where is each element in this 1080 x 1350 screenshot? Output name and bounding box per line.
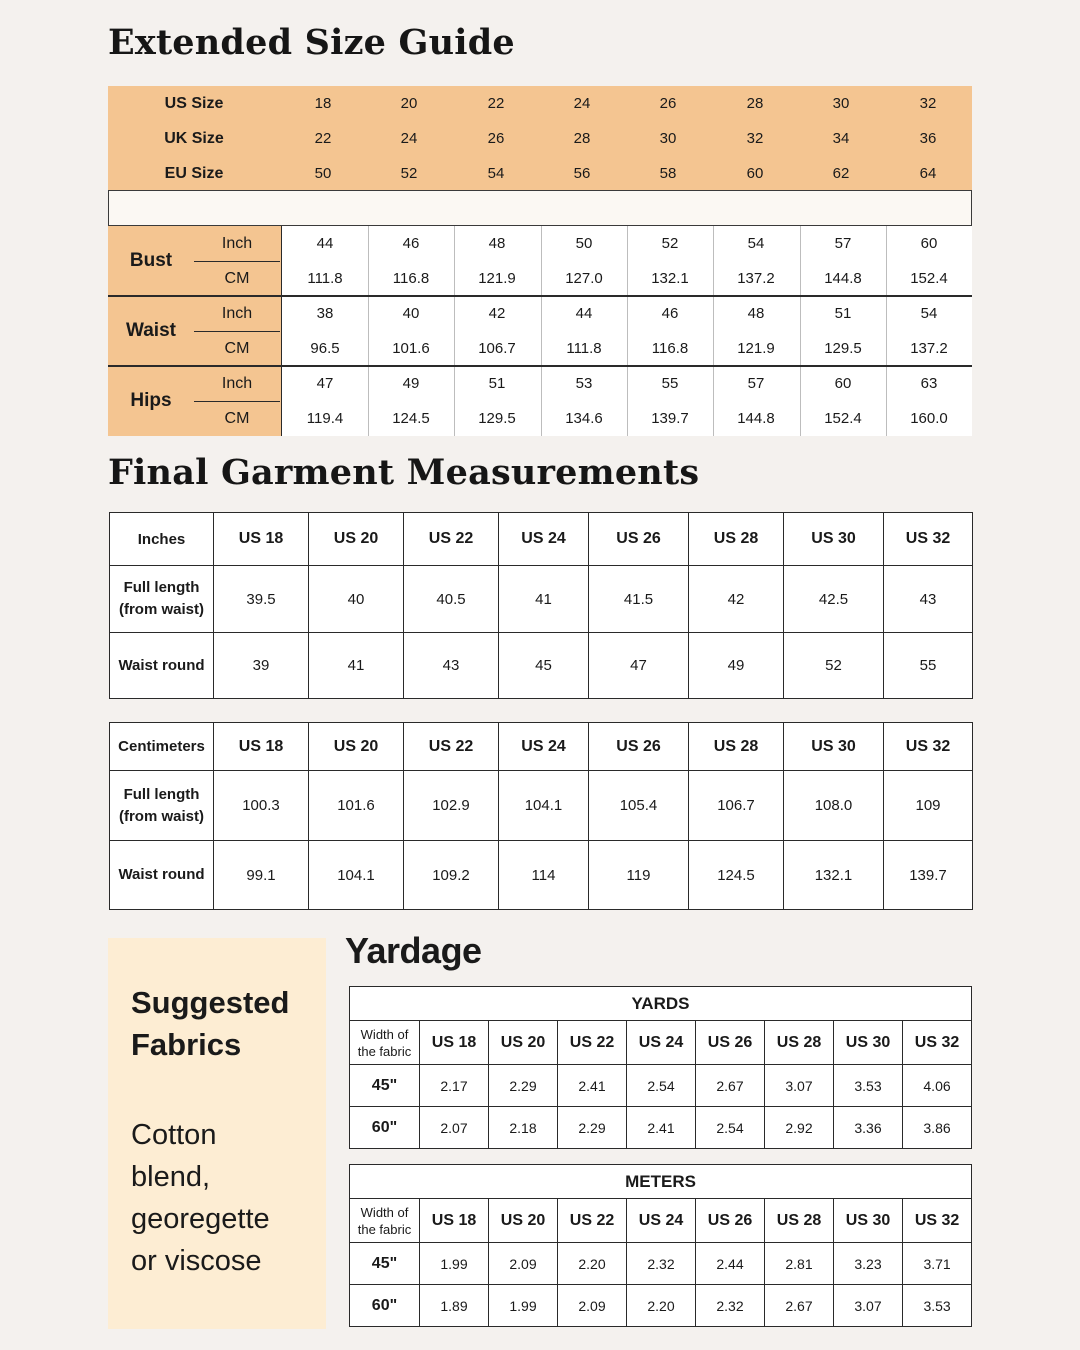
measurement-cell: 52 (661, 235, 679, 252)
table-cell: 101.6 (309, 771, 404, 841)
row-label: Waist round (110, 633, 214, 699)
table-cell: 2.09 (489, 1243, 558, 1285)
size-cell: 34 (832, 130, 850, 147)
size-cell: 32 (919, 95, 937, 112)
table-cell: 55 (884, 633, 973, 699)
column-header: US 30 (784, 513, 884, 566)
table-cell: 102.9 (404, 771, 499, 841)
table-cell: 104.1 (309, 841, 404, 910)
measurement-cell: 46 (661, 305, 679, 322)
measurement-cell: 127.0 (565, 270, 603, 287)
column-header: US 20 (309, 723, 404, 771)
row-label: 60" (350, 1107, 420, 1149)
table-cell: 2.81 (765, 1243, 834, 1285)
size-cell: 36 (919, 130, 937, 147)
table-cell: 45 (499, 633, 589, 699)
measurement-cell: 44 (316, 235, 334, 252)
column-header: US 26 (696, 1021, 765, 1065)
measurement-cell: 51 (488, 375, 506, 392)
measurement-cell: 111.8 (566, 340, 602, 357)
measurement-cell: 129.5 (824, 340, 862, 357)
table-cell: 2.67 (696, 1065, 765, 1107)
column-header: US 18 (214, 723, 309, 771)
row-label-line: (from waist) (118, 807, 204, 825)
table-corner-label (350, 1021, 420, 1065)
table-cell: 2.07 (420, 1107, 489, 1149)
measurement-cell: 139.7 (651, 410, 689, 427)
waist-label: Waist (126, 320, 176, 341)
measurement-cell: 47 (316, 375, 334, 392)
size-cell: 20 (400, 95, 418, 112)
size-row-label: US Size (164, 95, 224, 112)
column-header: US 26 (589, 513, 689, 566)
fabrics-text-line: georegette (131, 1203, 270, 1235)
table-cell: 52 (784, 633, 884, 699)
size-cell: 22 (314, 130, 332, 147)
column-header: US 20 (309, 513, 404, 566)
unit-label: CM (224, 270, 250, 287)
table-cell: 2.41 (558, 1065, 627, 1107)
table-cell: 114 (499, 841, 589, 910)
corner-line: the fabric (357, 1043, 412, 1059)
size-cell: 64 (919, 165, 937, 182)
fabrics-text-line: or viscose (131, 1245, 262, 1277)
table-row (110, 566, 973, 633)
hips-label: Hips (130, 390, 172, 411)
column-header: US 30 (834, 1199, 903, 1243)
measurement-cell: 63 (920, 375, 938, 392)
table-cell: 40.5 (404, 566, 499, 633)
table-cell: 132.1 (784, 841, 884, 910)
table-caption: YARDS (350, 987, 972, 1021)
column-header: US 32 (884, 723, 973, 771)
corner-line: Width of (360, 1204, 409, 1220)
measurement-cell: 116.8 (392, 270, 430, 287)
size-cell: 28 (746, 95, 764, 112)
measurement-cell: 124.5 (392, 410, 430, 427)
table-cell: 3.36 (834, 1107, 903, 1149)
size-guide-table (108, 86, 972, 436)
row-label: 45" (350, 1065, 420, 1107)
unit-label: CM (224, 340, 250, 357)
yardage-meters-table (349, 1164, 972, 1327)
size-cell: 22 (487, 95, 505, 112)
measurement-cell: 48 (747, 305, 765, 322)
measurement-cell: 46 (402, 235, 420, 252)
column-header: US 22 (558, 1021, 627, 1065)
corner-line: Width of (360, 1026, 409, 1042)
measurement-cell: 54 (747, 235, 765, 252)
measurement-cell: 137.2 (910, 340, 948, 357)
unit-label: Inch (221, 305, 253, 322)
table-cell: 3.71 (903, 1243, 972, 1285)
column-header: US 18 (214, 513, 309, 566)
table-cell: 41 (499, 566, 589, 633)
table-cell: 109.2 (404, 841, 499, 910)
table-cell: 42.5 (784, 566, 884, 633)
table-cell: 106.7 (689, 771, 784, 841)
column-header: US 18 (420, 1199, 489, 1243)
table-cell: 1.89 (420, 1285, 489, 1327)
corner-line: the fabric (357, 1221, 412, 1237)
table-cell: 41 (309, 633, 404, 699)
row-label (110, 566, 214, 633)
measurement-values (281, 226, 972, 436)
measurement-cell: 40 (402, 305, 420, 322)
suggested-fabrics-panel (108, 938, 326, 1329)
size-cell: 62 (832, 165, 850, 182)
row-label-line: Full length (123, 579, 200, 596)
table-cell: 3.07 (834, 1285, 903, 1327)
table-cell: 3.07 (765, 1065, 834, 1107)
table-cell: 2.54 (696, 1107, 765, 1149)
table-cell: 124.5 (689, 841, 784, 910)
size-cell: 26 (487, 130, 505, 147)
fabrics-title-line: Suggested (131, 985, 290, 1020)
measurement-cell: 44 (575, 305, 593, 322)
table-cell: 2.54 (627, 1065, 696, 1107)
table-cell: 2.29 (558, 1107, 627, 1149)
column-header: US 22 (558, 1199, 627, 1243)
fabrics-text-line: blend, (131, 1161, 211, 1193)
measurement-cell: 57 (747, 375, 765, 392)
measurement-cell: 137.2 (737, 270, 775, 287)
bust-label: Bust (129, 250, 173, 271)
measurement-cell: 111.8 (307, 270, 343, 287)
size-cell: 60 (746, 165, 764, 182)
row-label (110, 771, 214, 841)
measurement-labels-column (108, 226, 281, 436)
table-corner-label: Centimeters (110, 723, 214, 771)
measurement-cell: 42 (488, 305, 506, 322)
size-cell: 24 (573, 95, 591, 112)
table-row (350, 1243, 972, 1285)
column-header: US 24 (627, 1021, 696, 1065)
body-measurements (108, 226, 972, 436)
measurement-cell: 152.4 (910, 270, 948, 287)
measurement-cell: 55 (661, 375, 679, 392)
garment-centimeters-table (109, 722, 973, 910)
column-header: US 28 (765, 1199, 834, 1243)
size-row-eu (108, 156, 972, 191)
measurement-cell: 119.4 (306, 410, 344, 427)
size-cell: 28 (573, 130, 591, 147)
table-cell: 104.1 (499, 771, 589, 841)
size-cell: 18 (314, 95, 332, 112)
size-header-band (108, 86, 972, 190)
column-header: US 20 (489, 1021, 558, 1065)
table-cell: 2.18 (489, 1107, 558, 1149)
column-header: US 32 (903, 1199, 972, 1243)
size-cell: 58 (659, 165, 677, 182)
measurement-cell: 160.0 (910, 410, 948, 427)
size-cell: 50 (314, 165, 332, 182)
table-cell: 3.23 (834, 1243, 903, 1285)
table-cell: 2.09 (558, 1285, 627, 1327)
measurement-cell: 116.8 (651, 340, 689, 357)
measurement-cell: 49 (402, 375, 420, 392)
table-cell: 4.06 (903, 1065, 972, 1107)
size-cell: 32 (746, 130, 764, 147)
group-divider (108, 365, 972, 367)
table-cell: 3.86 (903, 1107, 972, 1149)
table-cell: 2.29 (489, 1065, 558, 1107)
size-cell: 26 (659, 95, 677, 112)
table-cell: 40 (309, 566, 404, 633)
table-cell: 2.32 (696, 1285, 765, 1327)
measurement-cell: 121.9 (478, 270, 516, 287)
measurement-cell: 134.6 (565, 410, 603, 427)
garment-measurements-title: Final Garment Measurements (108, 452, 700, 493)
row-label-line: (from waist) (118, 601, 204, 618)
table-cell: 43 (404, 633, 499, 699)
size-row-uk (108, 121, 972, 156)
column-header: US 24 (499, 723, 589, 771)
row-label-line: Full length (123, 785, 200, 803)
table-cell: 2.32 (627, 1243, 696, 1285)
measurement-cell: 144.8 (737, 410, 775, 427)
row-label: 60" (350, 1285, 420, 1327)
measurement-cell: 60 (920, 235, 938, 252)
column-header: US 20 (489, 1199, 558, 1243)
measurement-cell: 60 (834, 375, 852, 392)
measurement-cell: 129.5 (478, 410, 516, 427)
table-corner-label (350, 1199, 420, 1243)
table-cell: 2.41 (627, 1107, 696, 1149)
table-cell: 41.5 (589, 566, 689, 633)
unit-label: Inch (221, 235, 253, 252)
table-row (350, 1107, 972, 1149)
table-cell: 2.20 (558, 1243, 627, 1285)
measurement-cell: 38 (316, 305, 334, 322)
column-header: US 26 (589, 723, 689, 771)
fabrics-text-line: Cotton (131, 1119, 217, 1151)
size-cell: 24 (400, 130, 418, 147)
size-row-label: EU Size (164, 165, 224, 182)
table-cell: 42 (689, 566, 784, 633)
size-cell: 54 (487, 165, 505, 182)
size-row-us (108, 86, 972, 121)
yardage-yards-table (349, 986, 972, 1149)
suggested-fabrics-text (131, 1114, 326, 1282)
table-cell: 3.53 (834, 1065, 903, 1107)
measurement-cell: 54 (920, 305, 938, 322)
measurement-cell: 53 (575, 375, 593, 392)
size-cell: 56 (573, 165, 591, 182)
row-label: 45" (350, 1243, 420, 1285)
size-guide-title: Extended Size Guide (108, 22, 515, 63)
table-cell: 43 (884, 566, 973, 633)
table-row (110, 841, 973, 910)
table-cell: 100.3 (214, 771, 309, 841)
measurement-cell: 106.7 (478, 340, 516, 357)
table-cell: 47 (589, 633, 689, 699)
table-cell: 108.0 (784, 771, 884, 841)
table-cell: 119 (589, 841, 689, 910)
table-cell: 2.67 (765, 1285, 834, 1327)
column-header: US 18 (420, 1021, 489, 1065)
table-caption: METERS (350, 1165, 972, 1199)
measurement-cell: 96.5 (310, 340, 340, 357)
measurement-cell: 48 (488, 235, 506, 252)
column-header: US 22 (404, 723, 499, 771)
size-cell: 30 (659, 130, 677, 147)
measurement-cell: 57 (834, 235, 852, 252)
table-row (110, 633, 973, 699)
column-header: US 32 (884, 513, 973, 566)
measurement-cell: 51 (834, 305, 852, 322)
column-header: US 22 (404, 513, 499, 566)
table-cell: 2.92 (765, 1107, 834, 1149)
measurement-cell: 101.6 (392, 340, 430, 357)
table-cell: 3.53 (903, 1285, 972, 1327)
table-row (110, 771, 973, 841)
table-row (350, 1285, 972, 1327)
size-cell: 30 (832, 95, 850, 112)
row-label: Waist round (110, 841, 214, 910)
column-header: US 28 (765, 1021, 834, 1065)
fabrics-title-line: Fabrics (131, 1027, 242, 1062)
size-cell: 52 (400, 165, 418, 182)
unit-label: Inch (221, 375, 253, 392)
measurement-cell: 152.4 (824, 410, 862, 427)
measurement-cell: 121.9 (737, 340, 775, 357)
column-header: US 32 (903, 1021, 972, 1065)
table-cell: 99.1 (214, 841, 309, 910)
group-divider (108, 295, 972, 297)
unit-label: CM (224, 410, 250, 427)
table-cell: 139.7 (884, 841, 973, 910)
suggested-fabrics-title (131, 982, 326, 1066)
table-cell: 2.44 (696, 1243, 765, 1285)
yardage-title: Yardage (345, 930, 482, 971)
size-guide-divider-row (108, 190, 972, 226)
column-header: US 28 (689, 723, 784, 771)
measurement-cell: 132.1 (651, 270, 689, 287)
garment-inches-table (109, 512, 973, 699)
table-cell: 39 (214, 633, 309, 699)
column-header: US 30 (784, 723, 884, 771)
table-cell: 2.20 (627, 1285, 696, 1327)
table-cell: 1.99 (489, 1285, 558, 1327)
column-header: US 26 (696, 1199, 765, 1243)
measurement-cell: 144.8 (824, 270, 862, 287)
table-row (350, 1065, 972, 1107)
column-header: US 24 (499, 513, 589, 566)
table-cell: 109 (884, 771, 973, 841)
table-cell: 1.99 (420, 1243, 489, 1285)
table-corner-label: Inches (110, 513, 214, 566)
table-cell: 49 (689, 633, 784, 699)
table-cell: 105.4 (589, 771, 689, 841)
column-header: US 30 (834, 1021, 903, 1065)
size-row-label: UK Size (164, 130, 224, 147)
column-header: US 28 (689, 513, 784, 566)
table-cell: 2.17 (420, 1065, 489, 1107)
column-header: US 24 (627, 1199, 696, 1243)
measurement-cell: 50 (575, 235, 593, 252)
table-cell: 39.5 (214, 566, 309, 633)
